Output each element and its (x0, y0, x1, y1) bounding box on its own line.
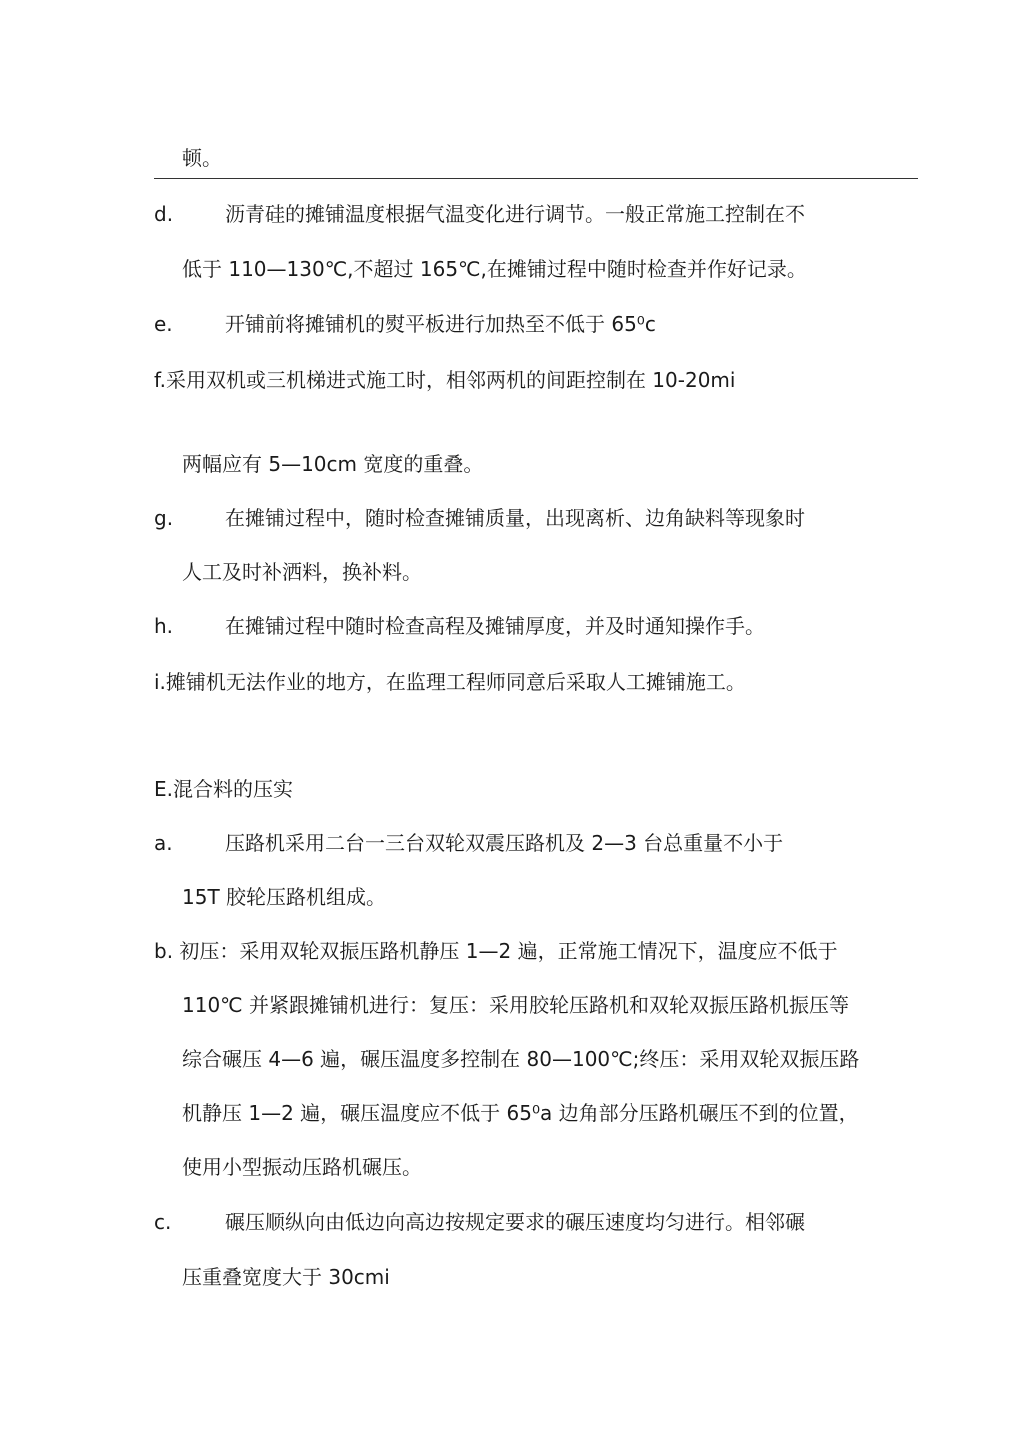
text-line-9: 在摊铺过程中随时检查高程及摊铺厚度，并及时通知操作手。 (225, 614, 765, 638)
item-marker-h: h. (154, 614, 174, 638)
text-line-7: 在摊铺过程中，随时检查摊铺质量，出现离析、边角缺料等现象时 (225, 506, 805, 530)
text-line-14: b. 初压：采用双轮双振压路机静压 1—2 遍，正常施工情况下，温度应不低于 (154, 939, 838, 963)
text-line-13: 15T 胶轮压路机组成。 (182, 885, 387, 909)
text-line-15: 110℃ 并紧跟摊铺机进行：复压：采用胶轮压路机和双轮双振压路机振压等 (182, 993, 849, 1017)
item-marker-d: d. (154, 202, 174, 226)
text-line-4: 开铺前将摊铺机的熨平板进行加热至不低于 65⁰c (225, 312, 656, 336)
text-line-18: 使用小型振动压路机碾压。 (182, 1155, 422, 1179)
text-line-16: 综合碾压 4—6 遍，碾压温度多控制在 80—100℃;终压：采用双轮双振压路 (182, 1047, 860, 1071)
text-line-8: 人工及时补洒料，换补料。 (182, 560, 422, 584)
text-line-3: 低于 110—130℃,不超过 165℃,在摊铺过程中随时检查并作好记录。 (182, 257, 807, 281)
text-line-17: 机静压 1—2 遍，碾压温度应不低于 65⁰a 边角部分压路机碾压不到的位置， (182, 1101, 859, 1125)
section-heading: E.混合料的压实 (154, 777, 293, 801)
text-line-12: 压路机采用二台一三台双轮双震压路机及 2—3 台总重量不小于 (225, 831, 784, 855)
item-marker-e: e. (154, 312, 173, 336)
horizontal-divider (154, 178, 918, 179)
item-marker-g: g. (154, 506, 174, 530)
text-line-1: 顿。 (182, 146, 222, 170)
text-line-20: 压重叠宽度大于 30cmi (182, 1265, 390, 1289)
text-line-2: 沥青硅的摊铺温度根据气温变化进行调节。一般正常施工控制在不 (225, 202, 805, 226)
item-marker-a: a. (154, 831, 173, 855)
text-line-5: f.采用双机或三机梯进式施工时，相邻两机的间距控制在 10-20mi (154, 368, 736, 392)
text-line-6: 两幅应有 5—10cm 宽度的重叠。 (182, 452, 484, 476)
item-marker-c: c. (154, 1210, 172, 1234)
text-line-10: i.摊铺机无法作业的地方，在监理工程师同意后采取人工摊铺施工。 (154, 670, 746, 694)
text-line-19: 碾压顺纵向由低边向高边按规定要求的碾压速度均匀进行。相邻碾 (225, 1210, 805, 1234)
